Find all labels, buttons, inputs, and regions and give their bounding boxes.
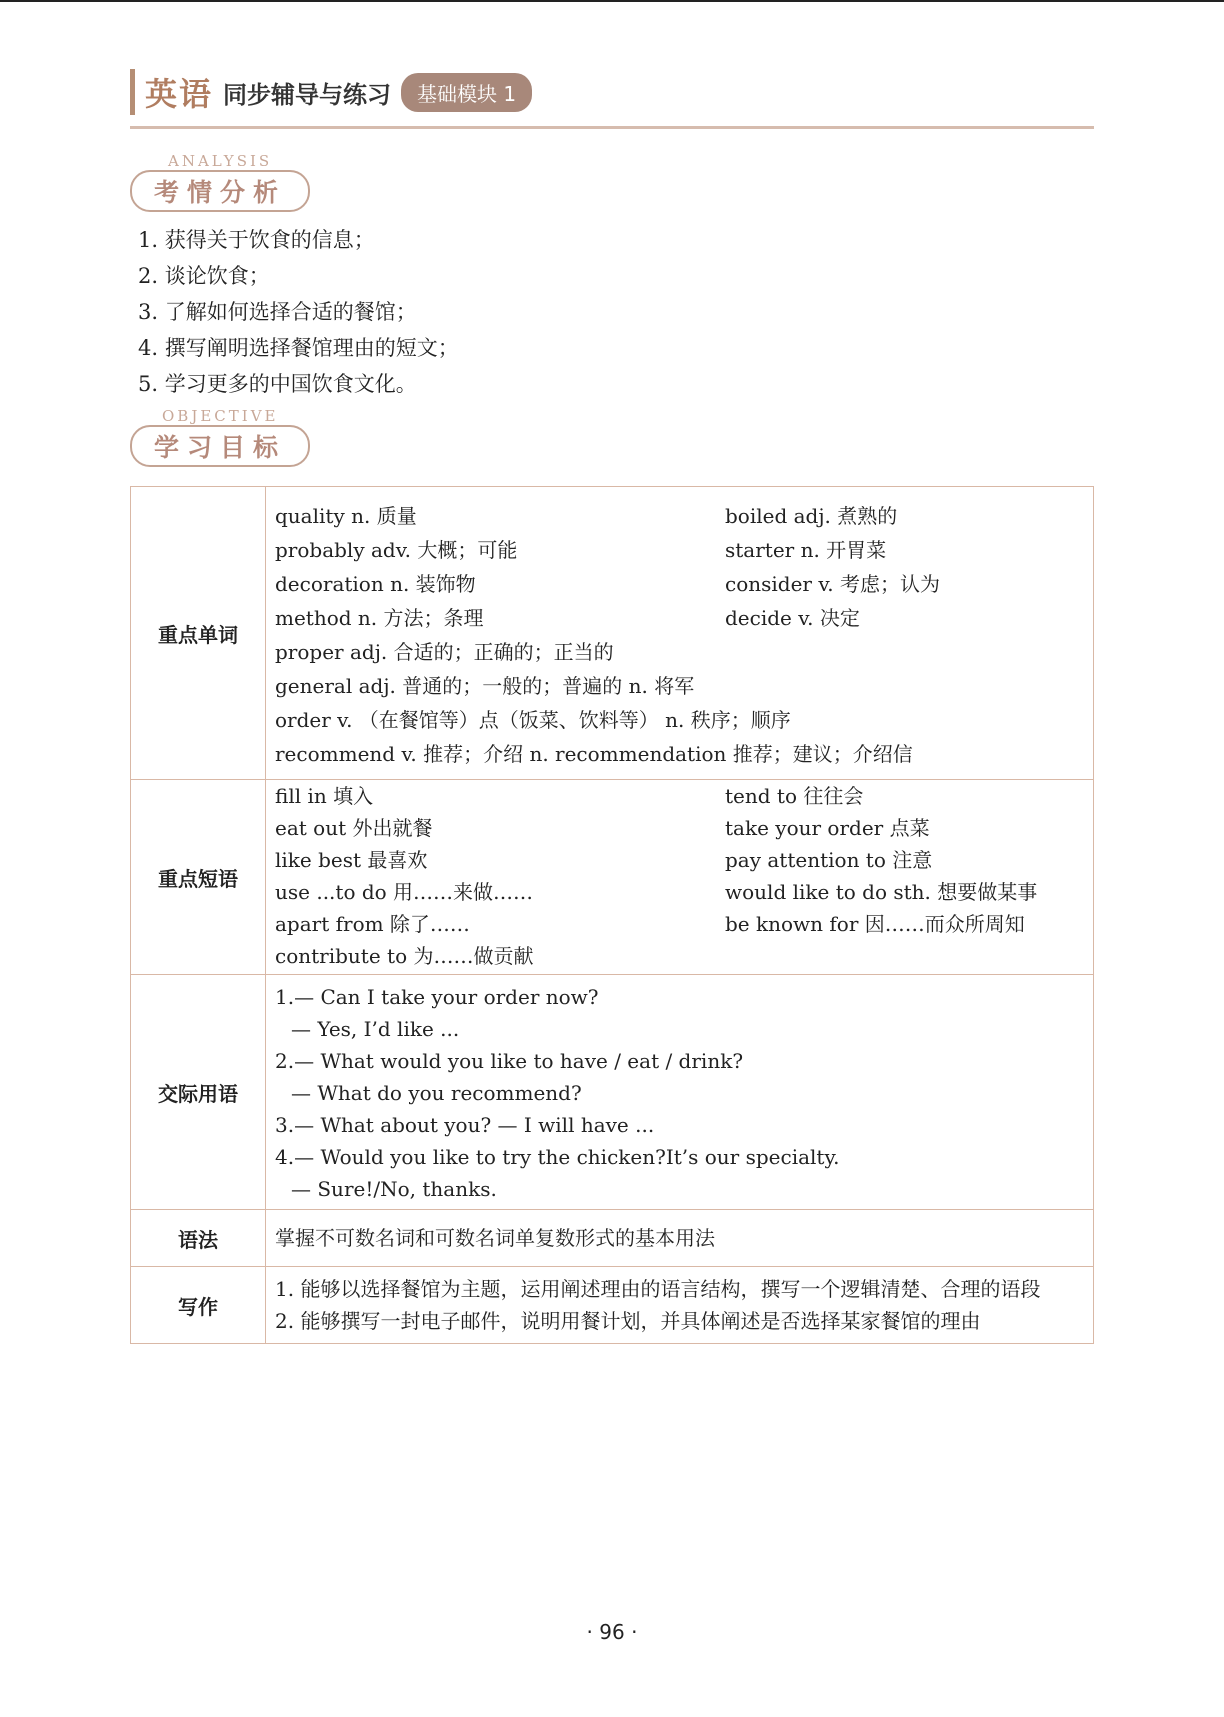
writing-item: 1. 能够以选择餐馆为主题，运用阐述理由的语言结构，撰写一个逻辑清楚、合理的语段 bbox=[275, 1277, 1041, 1301]
book-title: 同步辅导与练习 bbox=[223, 80, 392, 109]
grammar-cell bbox=[266, 1210, 1094, 1267]
header-accent-bar bbox=[130, 69, 135, 115]
word-entry: order v. （在餐馆等）点（饭菜、饮料等） n. 秩序；顺序 bbox=[275, 708, 791, 732]
word-entry: consider v. 考虑；认为 bbox=[725, 572, 940, 596]
list-item: 4. 撰写阐明选择餐馆理由的短文； bbox=[138, 336, 459, 360]
header-divider bbox=[130, 126, 1094, 129]
phrase-entry: like best 最喜欢 bbox=[275, 848, 428, 872]
analysis-list bbox=[138, 222, 459, 402]
list-item: 2. 谈论饮食； bbox=[138, 264, 270, 288]
objective-heading: 学习目标 bbox=[130, 425, 310, 467]
dialogue-line: 4.— Would you like to try the chicken?It’s our specialty. bbox=[275, 1145, 840, 1169]
list-item: 5. 学习更多的中国饮食文化。 bbox=[138, 372, 417, 396]
table-row bbox=[131, 1267, 1094, 1344]
dialogue-line: 2.— What would you like to have / eat / drink? bbox=[275, 1049, 744, 1073]
word-entry: boiled adj. 煮熟的 bbox=[725, 504, 898, 528]
phrase-entry: be known for 因……而众所周知 bbox=[725, 912, 1025, 936]
words-label: 重点单词 bbox=[131, 487, 266, 780]
word-entry: general adj. 普通的；一般的；普遍的 n. 将军 bbox=[275, 674, 695, 698]
module-badge: 基础模块 1 bbox=[401, 73, 532, 112]
writing-label: 写作 bbox=[131, 1267, 266, 1344]
word-entry: proper adj. 合适的；正确的；正当的 bbox=[275, 640, 614, 664]
list-item: 1. 获得关于饮食的信息； bbox=[138, 228, 375, 252]
objective-en-label: OBJECTIVE bbox=[162, 407, 279, 425]
phrase-entry: take your order 点菜 bbox=[725, 816, 930, 840]
word-entry: recommend v. 推荐；介绍 n. recommendation 推荐；建议；介绍信 bbox=[275, 742, 913, 766]
phrase-entry: use ...to do 用……来做…… bbox=[275, 880, 534, 904]
phrases-label: 重点短语 bbox=[131, 780, 266, 975]
word-entry: decoration n. 装饰物 bbox=[275, 572, 476, 596]
page-header bbox=[130, 67, 532, 117]
phrase-entry: apart from 除了…… bbox=[275, 912, 470, 936]
dialogue-line: — What do you recommend? bbox=[291, 1081, 582, 1105]
word-entry: probably adv. 大概；可能 bbox=[275, 538, 518, 562]
grammar-text: 掌握不可数名词和可数名词单复数形式的基本用法 bbox=[275, 1226, 715, 1250]
analysis-en-label: ANALYSIS bbox=[168, 152, 273, 170]
phrase-entry: tend to 往往会 bbox=[725, 784, 864, 808]
grammar-label: 语法 bbox=[131, 1210, 266, 1267]
writing-cell bbox=[266, 1267, 1094, 1344]
subject-title: 英语 bbox=[145, 75, 214, 113]
expressions-label: 交际用语 bbox=[131, 975, 266, 1210]
word-entry: method n. 方法；条理 bbox=[275, 606, 484, 630]
phrase-entry bbox=[725, 940, 1085, 972]
phrase-entry: fill in 填入 bbox=[275, 784, 374, 808]
table-row bbox=[131, 975, 1094, 1210]
dialogue-line: 3.— What about you? — I will have ... bbox=[275, 1113, 655, 1137]
word-entry: starter n. 开胃菜 bbox=[725, 538, 887, 562]
word-entry: quality n. 质量 bbox=[275, 504, 417, 528]
words-cell bbox=[266, 487, 1094, 780]
table-row bbox=[131, 780, 1094, 975]
words-pairs bbox=[275, 499, 1085, 635]
top-border bbox=[0, 0, 1224, 2]
phrase-entry: eat out 外出就餐 bbox=[275, 816, 433, 840]
writing-item: 2. 能够撰写一封电子邮件，说明用餐计划，并具体阐述是否选择某家餐馆的理由 bbox=[275, 1309, 981, 1333]
phrase-entry: contribute to 为……做贡献 bbox=[275, 944, 534, 968]
phrase-entry: pay attention to 注意 bbox=[725, 848, 933, 872]
dialogue-line: 1.— Can I take your order now? bbox=[275, 985, 599, 1009]
table-row bbox=[131, 1210, 1094, 1267]
phrases-pairs bbox=[275, 780, 1085, 972]
analysis-heading: 考情分析 bbox=[130, 170, 310, 212]
table-row bbox=[131, 487, 1094, 780]
page-number: · 96 · bbox=[586, 1620, 638, 1644]
list-item: 3. 了解如何选择合适的餐馆； bbox=[138, 300, 417, 324]
word-entry: decide v. 决定 bbox=[725, 606, 860, 630]
dialogue-line: — Yes, I’d like ... bbox=[291, 1017, 460, 1041]
phrases-cell bbox=[266, 780, 1094, 975]
phrase-entry: would like to do sth. 想要做某事 bbox=[725, 880, 1038, 904]
expressions-cell bbox=[266, 975, 1094, 1210]
objectives-table bbox=[130, 486, 1094, 1344]
dialogue-line: — Sure!/No, thanks. bbox=[291, 1177, 497, 1201]
